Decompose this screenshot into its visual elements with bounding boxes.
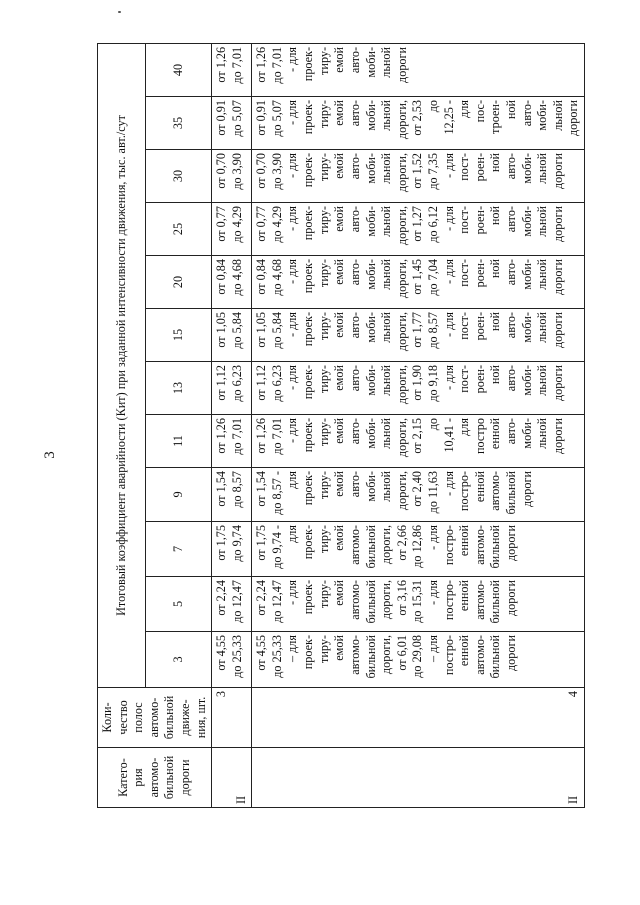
intensity-header: 25 [145,203,211,256]
value-cell [212,522,252,577]
value-text: от 0,77 до 4,29 - для проек- тиру- емой авто- моби- льной дороги, от 1,27 до 6,12 - для пост- роен- ной авто- моби- льной дороги [254,206,565,246]
intensity-header: 5 [145,577,211,632]
header-group-title: Итоговый коэффициент аварийности (Кит) при заданной интенсивности движения, тыс. авт./сут [98,43,146,687]
intensity-header: 35 [145,97,211,150]
value-cell [212,309,252,362]
value-text: от 1,54 до 8,57 [214,471,244,508]
value-cell [252,43,585,96]
value-cell [252,362,585,415]
value-cell [252,468,585,522]
intensity-header: 20 [145,256,211,309]
intensity-header: 15 [145,309,211,362]
intensity-header: 13 [145,362,211,415]
intensity-header: 3 [145,632,211,688]
value-cell [252,632,585,688]
value-text: от 4,55 до 25,33 – для проек- тиру- емой автомо- бильной дороги, от 6,01 до 29,08 – для постро- енной автомо- бильной дороги [254,635,519,679]
value-cell [212,632,252,688]
intensity-header: 40 [145,43,211,96]
value-text: от 1,12 до 6,23 - для проек- тиру- емой авто- моби- льной дороги, от 1,90 до 9,18 - для пост- роен- ной авто- моби- льной дороги [254,365,565,405]
value-cell [252,577,585,632]
value-text: от 1,05 до 5,84 [214,312,244,349]
value-text: от 0,91 до 5,07 [214,100,244,137]
value-text: от 4,55 до 25,33 [214,635,244,678]
value-text: от 1,12 до 6,23 [214,365,244,402]
rotated-table-wrapper [97,46,581,808]
value-text: от 1,05 до 5,84 - для проек- тиру- емой авто- моби- льной дороги, от 1,77 до 8,57 - для пост- роен- ной авто- моби- льной дороги [254,312,565,352]
value-cell [212,43,252,96]
value-cell [212,97,252,150]
lanes-cell: 3 [212,688,252,748]
table-row [252,43,585,807]
header-category-text: Катего- рия автомо- бильной дороги [115,755,193,800]
intensity-header: 30 [145,150,211,203]
value-text: от 0,84 до 4,68 - для проек- тиру- емой авто- моби- льной дороги, от 1,45 до 7,04 - для пост- роен- ной авто- моби- льной дороги [254,259,565,299]
value-text: от 1,26 до 7,01 - для проек- тиру- емой авто- моби- льной дороги, от 2,15 до 10,41 - для постро енной авто- моби- льной дороги [254,418,565,458]
value-cell [252,309,585,362]
category-cell: II [252,748,585,808]
value-cell [212,150,252,203]
page-number: 3 [42,451,58,459]
value-cell [212,577,252,632]
value-cell [252,522,585,577]
value-cell [212,362,252,415]
value-cell [252,256,585,309]
value-text: от 0,77 до 4,29 [214,206,244,243]
value-cell [252,415,585,468]
value-cell [212,203,252,256]
intensity-header: 11 [145,415,211,468]
value-text: от 1,54 до 8,57 - для проек- тиру- емой авто- моби- льной дороги, от 2,40 до 11,63 - для постро- енной автомо- бильной дороги [254,471,534,515]
value-cell [252,150,585,203]
value-text: от 1,26 до 7,01 - для проек- тиру- емой авто- моби- льной дороги [254,46,409,84]
accident-coefficient-table [97,43,585,808]
value-text: от 1,75 до 9,74 [214,525,244,562]
value-text: от 0,91 до 5,07 - для проек- тиру- емой авто- моби- льной дороги, от 2,53 до 12,25 - для пос- троен- ной авто- моби- льной дороги [254,100,581,140]
header-lanes [98,688,212,748]
header-category [98,748,212,808]
header-lanes-text: Коли- чество полос автомо- бильной движе- ния, шт. [100,695,208,740]
value-text: от 2,24 до 12,47 [214,580,244,623]
scan-speck [118,11,121,13]
value-text: от 0,84 до 4,68 [214,259,244,296]
value-text: от 0,70 до 3,90 - для проек- тиру- емой авто- моби- льной дороги, от 1,52 до 7,35 - для пост- роен- ной авто- моби- льной дороги [254,153,565,193]
value-cell [212,415,252,468]
value-text: от 2,24 до 12,47 - для проек- тиру- емой автомо- бильной дороги, от 3,16 до 15,31 - для постро- енной автомо- бильной дороги [254,580,519,624]
value-text: от 0,70 до 3,90 [214,153,244,190]
value-cell [212,468,252,522]
table-row [212,43,252,807]
value-cell [212,256,252,309]
intensity-header: 9 [145,468,211,522]
value-text: от 1,26 до 7,01 [214,46,244,84]
category-cell: II [212,748,252,808]
intensity-header: 7 [145,522,211,577]
value-text: от 1,26 до 7,01 [214,418,244,455]
value-text: от 1,75 до 9,74 - для проек- тиру- емой автомо- бильной дороги, от 2,66 до 12,86 - для постро- енной автомо- бильной дороги [254,525,519,569]
value-cell [252,97,585,150]
lanes-cell: 4 [252,688,585,748]
value-cell [252,203,585,256]
